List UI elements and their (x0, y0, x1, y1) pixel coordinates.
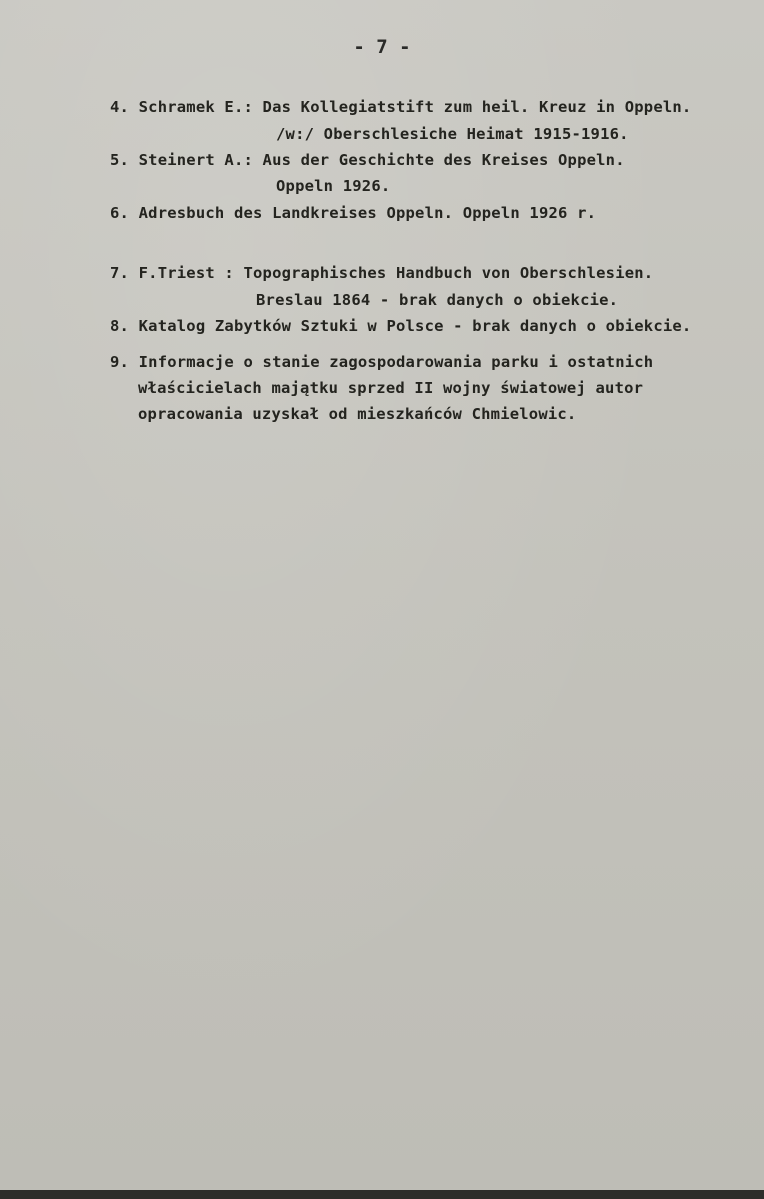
reference-8-line-1 (110, 316, 691, 336)
reference-7-number: 7. (110, 264, 130, 282)
scan-bottom-edge (0, 1190, 764, 1199)
reference-4-number: 4. (110, 98, 130, 116)
reference-9-number: 9. (110, 353, 130, 371)
reference-7-text-1: F.Triest : Topographisches Handbuch von Oberschlesien. (138, 264, 654, 282)
reference-4-text-1: Schramek E.: Das Kollegiatstift zum heil. Kreuz in Oppeln. (138, 98, 692, 116)
reference-5-line-2: Oppeln 1926. (276, 177, 391, 195)
reference-9-line-3: opracowania uzyskał od mieszkańców Chmielowic. (138, 405, 577, 423)
reference-5-number: 5. (110, 151, 130, 169)
reference-7-line-2: Breslau 1864 - brak danych o obiekcie. (256, 291, 619, 309)
reference-7-line-1 (110, 263, 653, 283)
reference-6-line-1 (110, 203, 596, 223)
reference-5-line-1 (110, 150, 625, 170)
page-number: - 7 - (353, 36, 411, 58)
reference-6-text-1: Adresbuch des Landkreises Oppeln. Oppeln 1926 r. (138, 204, 597, 222)
reference-8-text-1: Katalog Zabytków Sztuki w Polsce - brak danych o obiekcie. (138, 317, 692, 335)
reference-9-line-1 (110, 352, 653, 372)
reference-5-text-1: Steinert A.: Aus der Geschichte des Kreises Oppeln. (138, 151, 625, 169)
reference-8-number: 8. (110, 317, 130, 335)
reference-4-line-1 (110, 97, 691, 117)
reference-9-line-2: właścicielach majątku sprzed II wojny światowej autor (138, 379, 644, 397)
reference-4-line-2: /w:/ Oberschlesiche Heimat 1915-1916. (276, 125, 629, 143)
reference-9-text-1: Informacje o stanie zagospodarowania parku i ostatnich (138, 353, 654, 371)
reference-6-number: 6. (110, 204, 130, 222)
